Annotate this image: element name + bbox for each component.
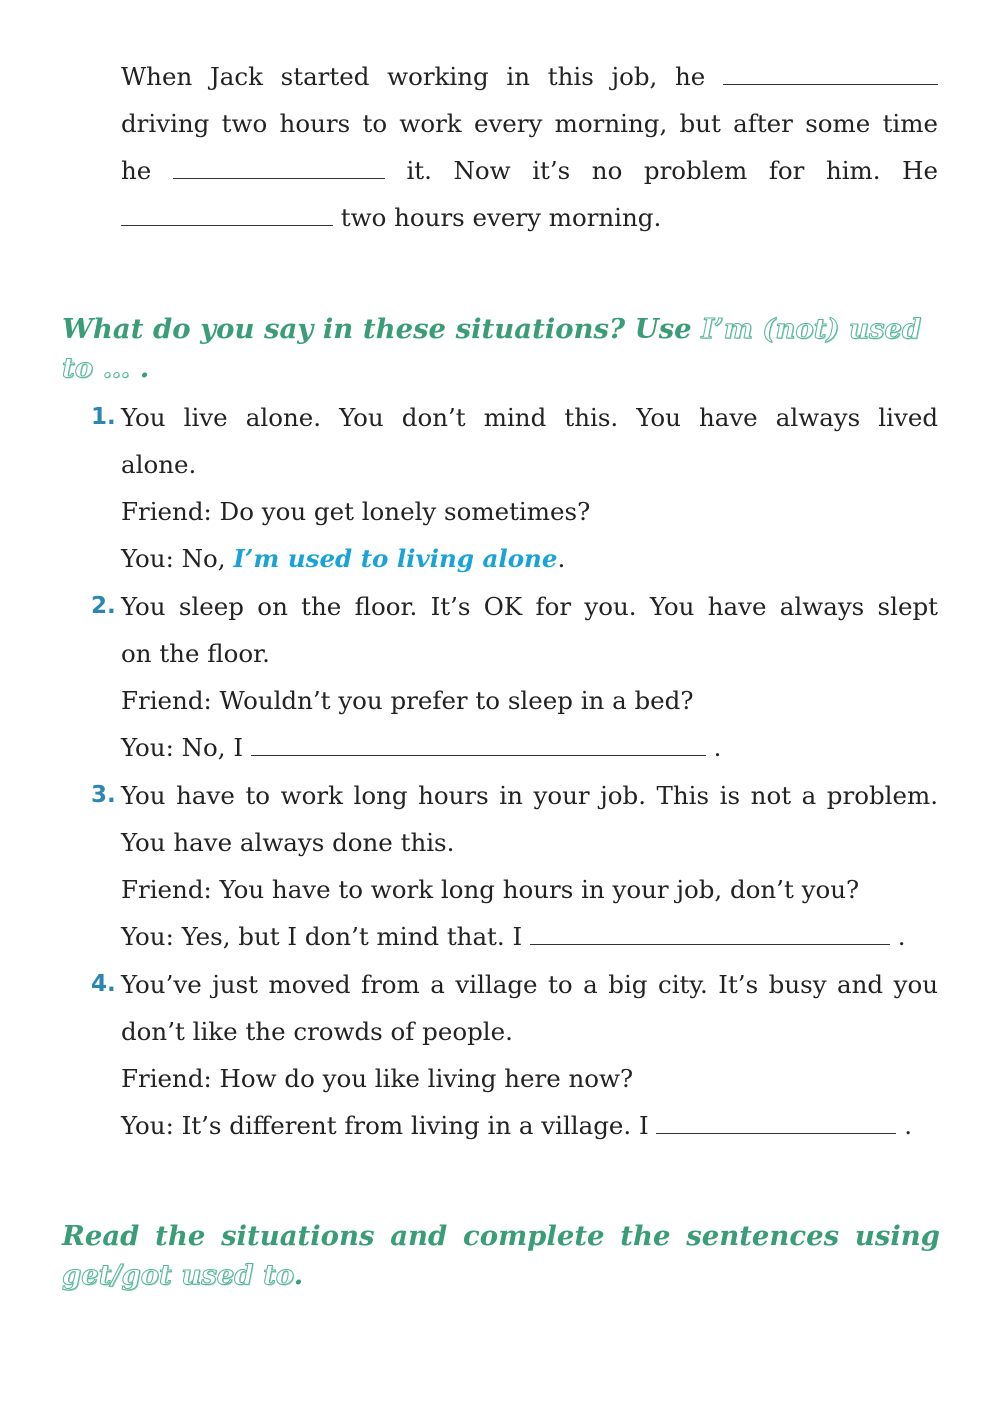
item-number: 2.	[91, 593, 116, 619]
friend-line: Friend: You have to work long hours in your job, don’t you?	[121, 875, 860, 904]
answer-blank[interactable]	[656, 1115, 896, 1134]
friend-line: Friend: Wouldn’t you prefer to sleep in a bed?	[121, 686, 694, 715]
you-line: You: No, I .	[121, 733, 722, 762]
exercise-item-2	[91, 583, 941, 771]
answer-blank[interactable]	[251, 737, 706, 756]
you-line: You: Yes, but I don’t mind that. I .	[121, 922, 906, 951]
exercise-item-1	[91, 394, 941, 582]
you-line: You: It’s different from living in a village. I .	[121, 1111, 913, 1140]
answer-blank[interactable]	[121, 207, 333, 226]
item-number: 4.	[91, 971, 116, 997]
section1-heading: What do you say in these situations? Use I’m (not) used to … .	[62, 313, 922, 384]
intro-line-2: driving two hours to work every morning, but after some time	[121, 109, 938, 138]
friend-line: Friend: Do you get lonely sometimes?	[121, 497, 591, 526]
example-answer: I’m used to living alone	[233, 544, 558, 573]
answer-blank[interactable]	[530, 926, 890, 945]
you-line: You: No, I’m used to living alone.	[121, 544, 566, 573]
exercise-item-4	[91, 961, 941, 1149]
situation-line: alone.	[121, 450, 197, 479]
section2-heading: Read the situations and complete the sentences using get/got used to.	[62, 1220, 940, 1291]
situation-line: don’t like the crowds of people.	[121, 1017, 513, 1046]
situation-line: You’ve just moved from a village to a big city. It’s busy and you	[121, 970, 938, 999]
intro-line-4: two hours every morning.	[121, 194, 938, 241]
answer-blank[interactable]	[723, 66, 938, 85]
intro-line-1: When Jack started working in this job, he	[121, 53, 938, 100]
situation-line: You have to work long hours in your job. This is not a problem.	[121, 781, 938, 810]
friend-line: Friend: How do you like living here now?	[121, 1064, 634, 1093]
exercise-item-3	[91, 772, 941, 960]
intro-line-3: he it. Now it’s no problem for him. He	[121, 156, 939, 185]
situation-line: on the floor.	[121, 639, 270, 668]
situation-line: You live alone. You don’t mind this. You have always lived	[121, 403, 938, 432]
answer-blank[interactable]	[173, 160, 385, 179]
item-number: 1.	[91, 404, 116, 430]
situation-line: You have always done this.	[121, 828, 455, 857]
item-number: 3.	[91, 782, 116, 808]
situation-line: You sleep on the floor. It’s OK for you. You have always slept	[121, 592, 938, 621]
intro-paragraph	[121, 53, 938, 241]
